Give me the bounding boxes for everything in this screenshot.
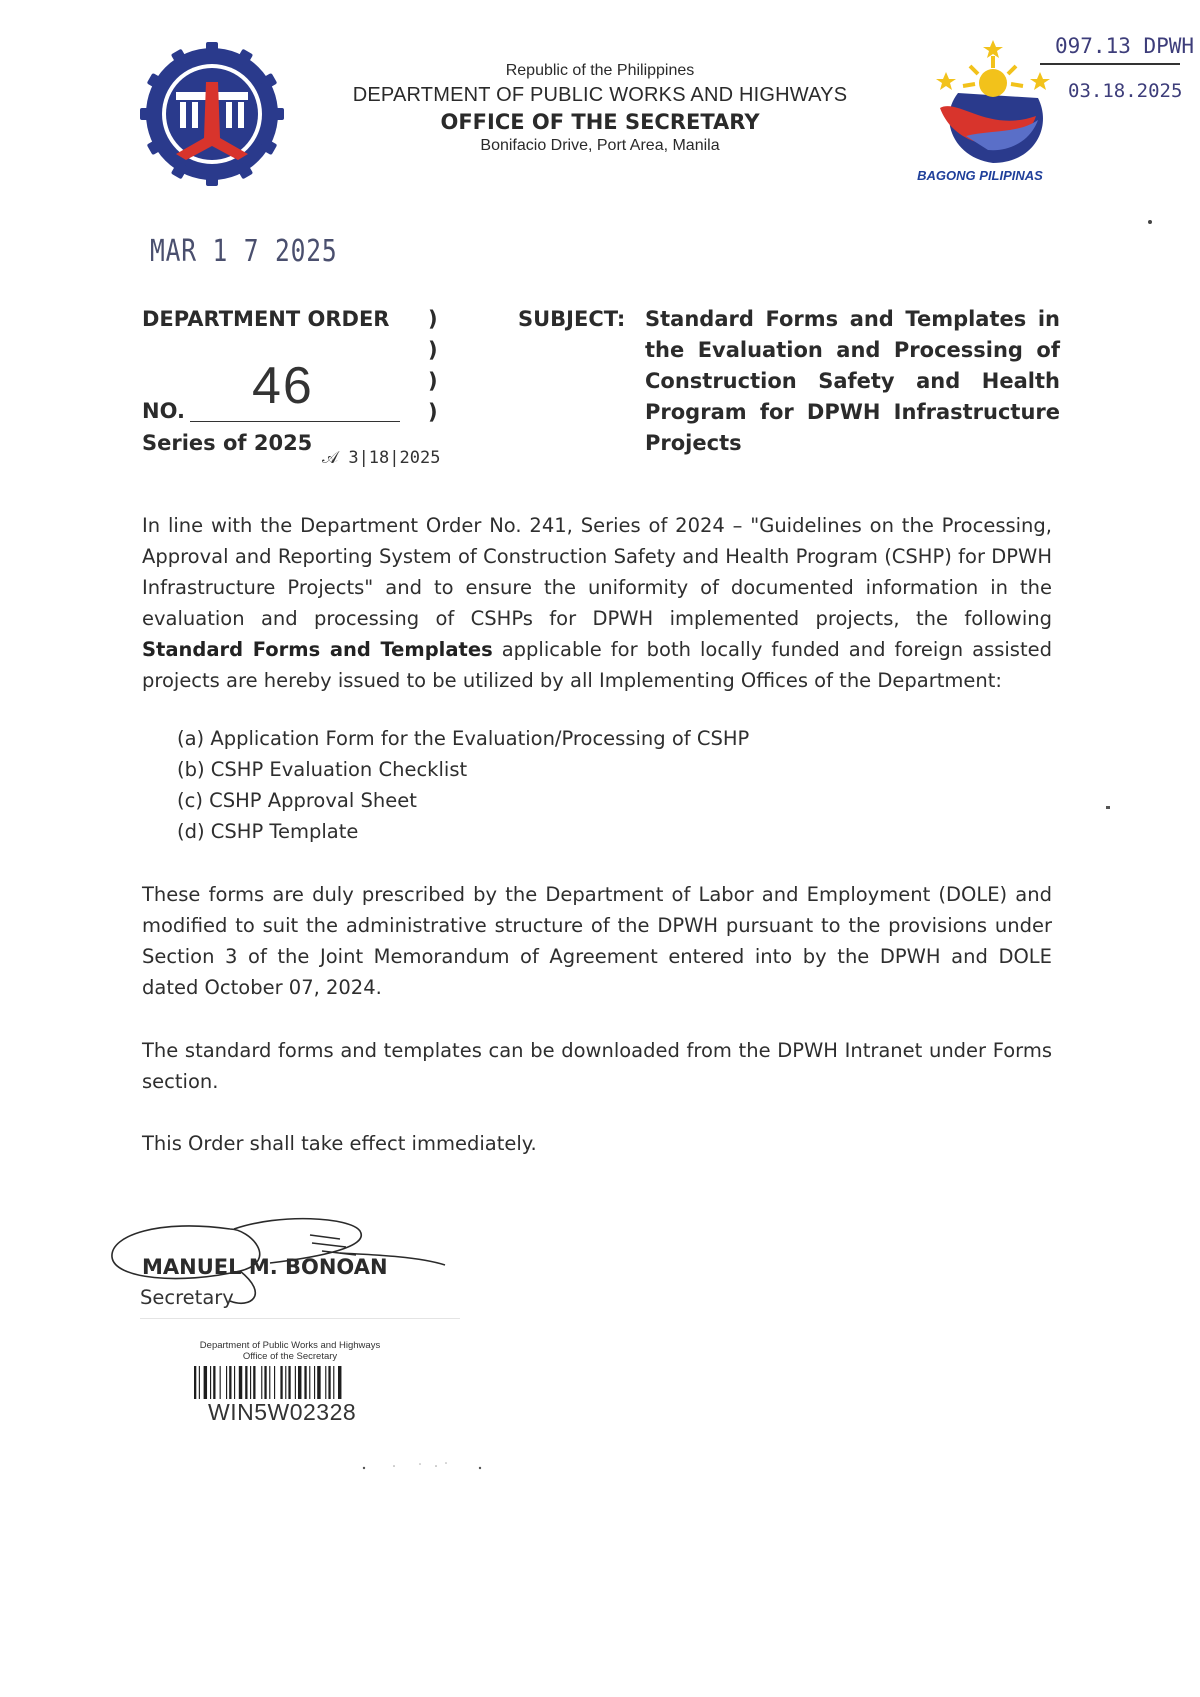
paren-mark: ) [428, 307, 438, 331]
barcode-bar [229, 1366, 231, 1399]
paragraph-download: The standard forms and templates can be downloaded from the DPWH Intranet under Forms section. [142, 1039, 1052, 1093]
bagong-pilipinas-caption: BAGONG PILIPINAS [917, 168, 1043, 183]
paragraph-effectivity: This Order shall take effect immediately. [142, 1132, 537, 1155]
intro-bold-text: Standard Forms and Templates [142, 638, 493, 661]
header-office: OFFICE OF THE SECRETARY [440, 110, 760, 134]
barcode-bar [285, 1366, 286, 1399]
barcode-office-line: Office of the Secretary [242, 1351, 338, 1362]
paren-mark: ) [428, 369, 438, 393]
barcode-bar [288, 1366, 290, 1399]
initial-date-text: 3|18|2025 [348, 448, 441, 468]
subject-label: SUBJECT: [518, 307, 626, 331]
handwritten-reference: 097.13 DPWH [1055, 34, 1195, 58]
signature-divider [140, 1318, 460, 1319]
order-initial-date [322, 448, 440, 468]
barcode-bar [210, 1366, 211, 1399]
barcode-bar [325, 1366, 326, 1399]
order-no-label: NO. [142, 399, 185, 423]
bagong-pilipinas-logo [918, 38, 1068, 178]
list-item: (d) CSHP Template [177, 820, 359, 843]
barcode-bar [204, 1366, 207, 1399]
dpwh-seal-logo [140, 42, 284, 186]
barcode-dept-line: Department of Public Works and Highways [199, 1340, 381, 1351]
paren-mark: ) [428, 400, 438, 424]
initial-mark: 𝒜 [322, 448, 349, 468]
barcode-bar [317, 1366, 320, 1399]
forms-list [177, 723, 977, 847]
intro-text-end: applicable for both locally funded and foreign assisted projects are hereby issued to be utilized by all Implementing Offices of the Department: [142, 638, 1052, 692]
barcode-bar [328, 1366, 330, 1399]
intro-text: In line with the Department Order No. 241, Series of 2024 – "Guidelines on the Processing, Approval and Reporting System of Construction Safety and Health Program (CSHP) for DPWH Infrastructure Projects" and to ensure the uniformity of documented information in the evaluation and processing of CSHPs for DPWH implemented projects, the following [142, 514, 1052, 630]
scan-speck [1148, 220, 1152, 224]
barcode-bar [194, 1366, 196, 1399]
signatory-name: MANUEL M. BONOAN [142, 1255, 388, 1279]
handwritten-underline [1040, 63, 1180, 65]
barcode-bar [264, 1366, 266, 1399]
order-title: DEPARTMENT ORDER [142, 307, 390, 331]
barcode-bar [245, 1366, 247, 1399]
barcode-bar [239, 1366, 242, 1399]
barcode-bar [274, 1366, 275, 1399]
barcode-bar [338, 1366, 341, 1399]
barcode-bar [269, 1366, 270, 1399]
barcode-image [194, 1366, 390, 1399]
barcode-bar [261, 1366, 262, 1399]
barcode-bar [333, 1366, 334, 1399]
scan-speck [1106, 806, 1110, 809]
barcode-bar [250, 1366, 251, 1399]
barcode-bar [220, 1366, 221, 1399]
barcode-department [170, 1340, 410, 1362]
barcode-bar [213, 1366, 215, 1399]
barcode-bar [309, 1366, 310, 1399]
list-item: (c) CSHP Approval Sheet [177, 789, 417, 812]
barcode-bar [304, 1366, 306, 1399]
paragraph-intro [142, 510, 1052, 696]
barcode-bar [298, 1366, 301, 1399]
barcode-bar [295, 1366, 296, 1399]
header-republic: Republic of the Philippines [505, 62, 695, 79]
date-stamp: MAR 1 7 2025 [150, 234, 338, 269]
order-number-handwritten: 46 [252, 357, 314, 415]
order-number-line [190, 421, 400, 422]
paren-mark: ) [428, 338, 438, 362]
barcode-bar [280, 1366, 282, 1399]
barcode-bar [199, 1366, 200, 1399]
order-series: Series of 2025 [142, 431, 313, 455]
barcode-id: WIN5W02328 [208, 1399, 357, 1425]
list-item: (a) Application Form for the Evaluation/Processing of CSHP [177, 727, 750, 750]
signatory-title: Secretary [140, 1286, 234, 1309]
paragraph-dole: These forms are duly prescribed by the Department of Labor and Employment (DOLE) and modified to suit the administrative structure of the DPWH pursuant to the provisions under Section 3 of the Joint Memorandum of Agreement entered into by the DPWH and DOLE dated October 07, 2024. [142, 883, 1052, 999]
scan-specks [360, 1460, 530, 1472]
header-department: DEPARTMENT OF PUBLIC WORKS AND HIGHWAYS [352, 84, 848, 106]
subject-text: Standard Forms and Templates in the Evaluation and Processing of Construction Safety and Health Program for DPWH Infrastructure Projects [645, 307, 1060, 455]
barcode-bar [253, 1366, 255, 1399]
barcode-bar [226, 1366, 227, 1399]
barcode-bar [234, 1366, 235, 1399]
header-address: Bonifacio Drive, Port Area, Manila [480, 137, 720, 154]
list-item: (b) CSHP Evaluation Checklist [177, 758, 468, 781]
handwritten-date: 03.18.2025 [1068, 80, 1183, 102]
barcode-bar [314, 1366, 315, 1399]
